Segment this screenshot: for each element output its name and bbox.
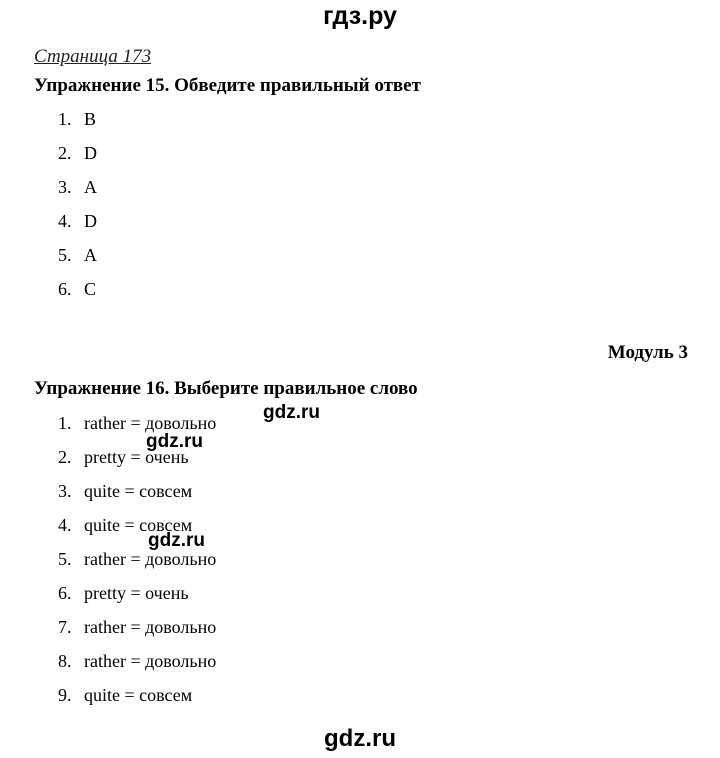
- item-number: 9.: [58, 685, 72, 705]
- list-item: [58, 176, 97, 210]
- item-number: 4.: [58, 211, 72, 231]
- item-number: 5.: [58, 245, 72, 265]
- answer-text: quite = совсем: [84, 685, 193, 705]
- exercise-16-answers: [58, 412, 216, 718]
- exercise-15-answers: [58, 108, 97, 312]
- footer-watermark: gdz.ru: [324, 725, 396, 752]
- answer-text: A: [84, 177, 97, 197]
- answer-text: pretty = очень: [84, 583, 189, 603]
- answer-text: D: [84, 143, 97, 163]
- item-number: 6.: [58, 279, 72, 299]
- answer-text: quite = совсем: [84, 481, 193, 501]
- list-item: [58, 582, 216, 616]
- answer-text: D: [84, 211, 97, 231]
- answer-text: pretty = очень: [84, 447, 189, 467]
- item-number: 1.: [58, 413, 72, 433]
- site-header: гдз.ру: [323, 2, 397, 30]
- list-item: [58, 684, 216, 718]
- item-number: 6.: [58, 583, 72, 603]
- item-number: 1.: [58, 109, 72, 129]
- item-number: 2.: [58, 143, 72, 163]
- list-item: [58, 142, 97, 176]
- answer-text: quite = совсем: [84, 515, 193, 535]
- answer-text: rather = довольно: [84, 413, 217, 433]
- exercise-15-title: Упражнение 15. Обведите правильный ответ: [34, 75, 421, 96]
- list-item: [58, 480, 216, 514]
- list-item: [58, 244, 97, 278]
- page-reference: Страница 173: [34, 46, 152, 67]
- list-item: [58, 548, 216, 582]
- answer-text: rather = довольно: [84, 651, 217, 671]
- answer-text: rather = довольно: [84, 549, 217, 569]
- item-number: 8.: [58, 651, 72, 671]
- watermark: gdz.ru: [263, 402, 320, 423]
- item-number: 2.: [58, 447, 72, 467]
- answer-text: B: [84, 109, 97, 129]
- answer-text: C: [84, 279, 97, 299]
- list-item: [58, 210, 97, 244]
- answer-text: A: [84, 245, 97, 265]
- item-number: 3.: [58, 177, 72, 197]
- watermark: gdz.ru: [148, 530, 205, 551]
- list-item: [58, 616, 216, 650]
- list-item: [58, 108, 97, 142]
- item-number: 7.: [58, 617, 72, 637]
- list-item: [58, 278, 97, 312]
- item-number: 3.: [58, 481, 72, 501]
- exercise-16-title: Упражнение 16. Выберите правильное слово: [34, 378, 418, 399]
- item-number: 4.: [58, 515, 72, 535]
- item-number: 5.: [58, 549, 72, 569]
- list-item: [58, 650, 216, 684]
- module-label: Модуль 3: [607, 342, 688, 363]
- watermark: gdz.ru: [146, 431, 203, 452]
- answer-text: rather = довольно: [84, 617, 217, 637]
